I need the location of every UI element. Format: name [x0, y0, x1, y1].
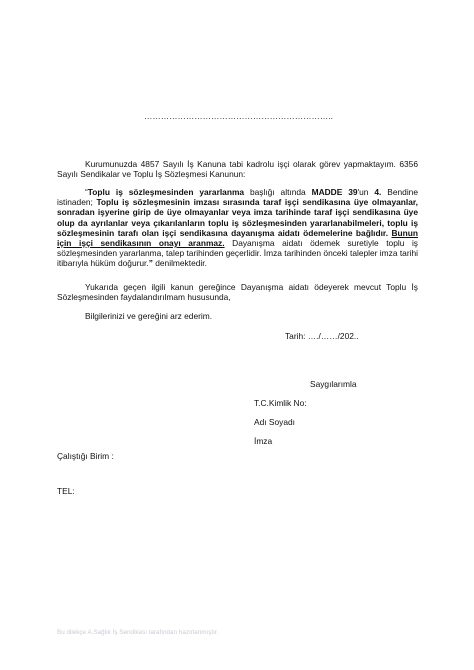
clause-number: 4.: [374, 187, 382, 197]
unit-label: Çalıştığı Birim :: [57, 451, 114, 461]
name-label: Adı Soyadı: [254, 417, 295, 427]
recipient-line: …………………………………………………………..: [144, 111, 333, 121]
heading-bold: Toplu iş sözleşmesinden yararlanma: [87, 187, 245, 197]
tc-kimlik-label: T.C.Kimlik No:: [254, 398, 307, 408]
signature-label: İmza: [254, 436, 273, 446]
quoted-law-text: Toplu iş sözleşmesinin imzası sırasında taraf işçi sendikasına üye olmayanlar, sonradan işyerine girip de üye olmayanlar veya imza tarihinde taraf işçi sendikasına üye olup da ayrılanlar veya çıkarılanların toplu iş sözleşmesinden yararlanabilmeleri, toplu iş sözleşmesinin tarafı olan işçi sendikasına dayanışma aidatı ödemelerine bağlıdır.: [57, 197, 418, 238]
date-line: Tarih: …./……/202..: [285, 331, 359, 341]
footer-note: Bu dilekçe A.Sağlık İş Sendikası tarafından hazırlanmıştır.: [57, 629, 219, 636]
intro-paragraph: Kurumunuzda 4857 Sayılı İş Kanuna tabi kadrolu işçi olarak görev yapmaktayım. 6356 Sayılı Sendikalar ve Toplu İş Sözleşmesi Kanunun:: [57, 159, 418, 180]
law-quote-paragraph: “Toplu iş sözleşmesinden yararlanma başlığı altında MADDE 39'un 4. Bendine istinaden; Toplu iş sözleşmesinin imzası sırasında taraf işçi sendikasına üye olmayanlar, sonradan işyerine girip de üye olmayanlar veya imza tarihinde taraf işçi sendikasına üye olup da ayrılanlar veya çıkarılanların toplu iş sözleşmesinden yararlanabilmeleri, toplu iş sözleşmesinin tarafı olan işçi sendikasına dayanışma aidatı ödemelerine bağlıdır. Bunun için işçi sendikasının onayı aranmaz. Dayanışma aidatı ödemek suretiyle toplu iş sözleşmesinden yararlanma, talep tarihinden geçerlidir. İmza tarihinden önceki talepler imza tarihi itibarıyla hüküm doğurur.” denilmektedir.: [57, 187, 419, 269]
closing-sentence: Bilgilerinizi ve gereğini arz ederim.: [85, 311, 213, 321]
tel-label: TEL:: [57, 486, 75, 496]
regards-text: Saygılarımla: [310, 379, 357, 389]
underlined-clause: Bunun için işçi sendikasının onayı aranmaz.: [57, 227, 419, 249]
request-paragraph: Yukarıda geçen ilgili kanun gereğince Dayanışma aidatı ödeyerek mevcut Toplu İş Sözleşmesinden faydalandırılmam hususunda,: [57, 282, 418, 303]
article-bold: MADDE 39: [311, 187, 358, 197]
